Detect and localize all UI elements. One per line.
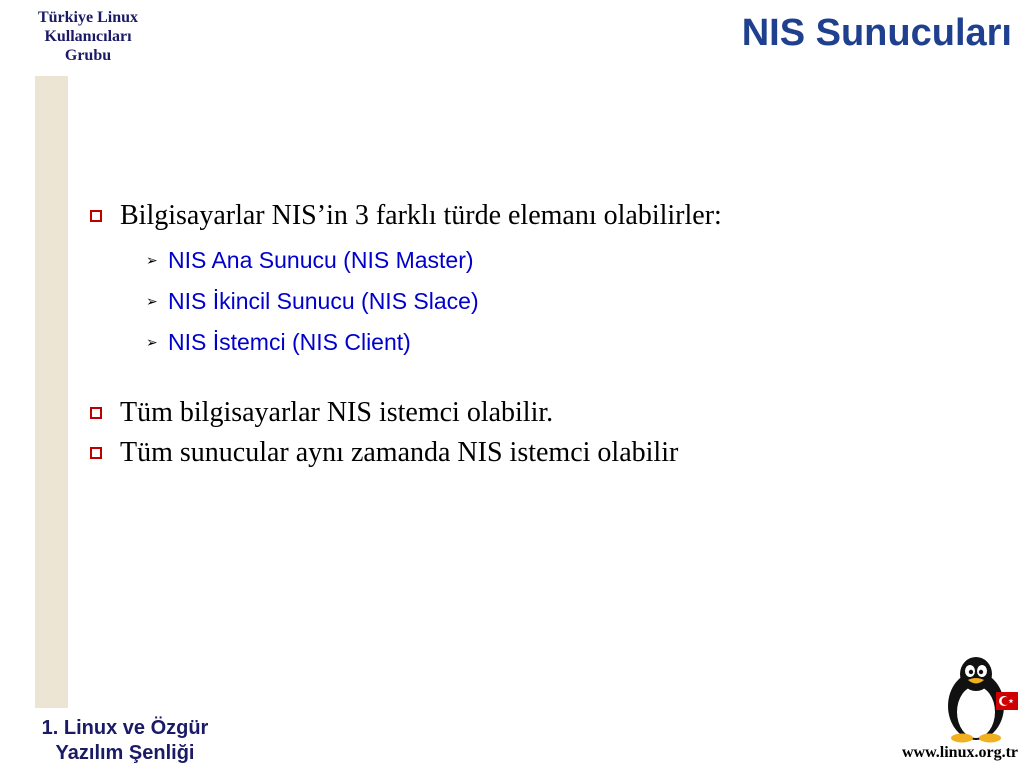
arrowhead-bullet-icon: ➢	[146, 293, 158, 309]
sub-item-2	[146, 281, 970, 322]
square-bullet-icon	[90, 210, 102, 222]
arrowhead-bullet-icon: ➢	[146, 252, 158, 268]
event-name	[0, 716, 250, 766]
square-bullet-icon	[90, 447, 102, 459]
bullet-text-1: Bilgisayarlar NIS’in 3 farklı türde elemanı olabilirler:	[120, 200, 722, 231]
arrowhead-bullet-icon: ➢	[146, 334, 158, 350]
org-title-line-1: Türkiye Linux	[37, 9, 139, 26]
event-name-line-1: 1. Linux ve Özgür	[41, 717, 209, 739]
bullet-item-1	[90, 200, 970, 232]
org-title-line-2: Kullanıcıları	[44, 28, 132, 45]
org-title	[0, 8, 176, 65]
org-title-line-3: Grubu	[64, 47, 112, 64]
bullet-text-2: Tüm bilgisayarlar NIS istemci olabilir.	[120, 397, 554, 428]
footer-url: www.linux.org.tr	[902, 744, 1018, 761]
sub-item-text-2: NIS İkincil Sunucu (NIS Slace)	[168, 288, 479, 314]
turkish-flag-icon	[996, 692, 1018, 710]
bullet-text-3: Tüm sunucular aynı zamanda NIS istemci olabilir	[120, 437, 679, 468]
slide-content	[90, 200, 970, 477]
sub-item-1	[146, 240, 970, 281]
slide-title: NIS Sunucuları	[741, 12, 1012, 54]
side-strip	[35, 76, 68, 708]
tux-penguin-icon	[940, 654, 1020, 744]
sub-item-3	[146, 322, 970, 363]
sub-item-text-1: NIS Ana Sunucu (NIS Master)	[168, 247, 474, 273]
sub-item-text-3: NIS İstemci (NIS Client)	[168, 329, 411, 355]
sub-list	[146, 240, 970, 363]
bullet-item-3	[90, 437, 970, 469]
event-name-line-2: Yazılım Şenliği	[55, 742, 195, 764]
square-bullet-icon	[90, 407, 102, 419]
bullet-item-2	[90, 397, 970, 429]
